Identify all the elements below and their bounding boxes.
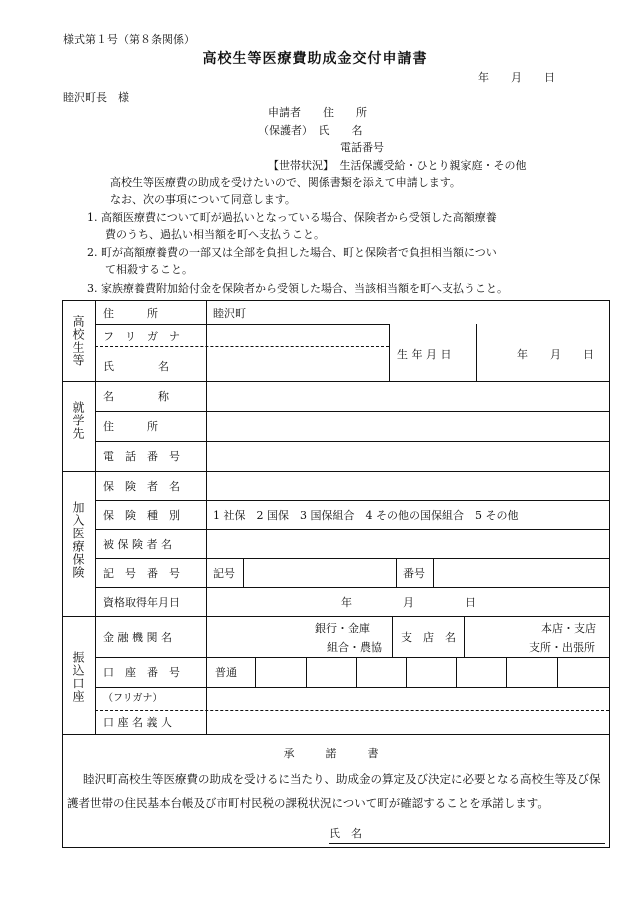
application-form-table [62, 300, 610, 848]
qualification-year: 年 [341, 596, 352, 609]
student-address-value[interactable]: 睦沢町 [213, 307, 246, 320]
applicant-address-label: 申請者 住 所 [268, 106, 367, 119]
bank-type-options-1[interactable]: 銀行・金庫 [315, 622, 370, 635]
consent-signature[interactable] [329, 825, 605, 844]
number-label: 番号 [403, 567, 425, 580]
branch-type-options-1[interactable]: 本店・支店 [541, 622, 596, 635]
student-name-label: 氏 名 [103, 360, 169, 373]
student-furigana-label: フ リ ガ ナ [103, 330, 180, 343]
qualification-date-label: 資格取得年月日 [103, 596, 180, 609]
consent-item-2-cont: て相殺すること。 [105, 263, 193, 276]
section-insurance: 加入医療保険 [71, 501, 85, 579]
insured-person-label: 被 保 険 者 名 [103, 538, 172, 551]
form-number: 様式第１号（第８条関係） [63, 33, 195, 46]
consent-intro: なお、次の事項について同意します。 [110, 193, 296, 206]
insurance-type-options[interactable]: 1 社保 2 国保 3 国保組合 4 その他の国保組合 5 その他 [213, 509, 519, 522]
consent-item-1-cont: 費のうち、過払い相当額を町へ支払うこと。 [105, 228, 325, 241]
consent-text: 睦沢町高校生等医療費の助成を受けるに当たり、助成金の算定及び決定に必要となる高校生等及び保護者世帯の住民基本台帳及び市町村民税の課税状況について町が確認することを承諾します。 [67, 772, 601, 810]
insurance-type-label: 保 険 種 別 [103, 509, 180, 522]
symbol-label: 記号 [213, 567, 235, 580]
section-bank-account: 振込口座 [71, 651, 85, 703]
account-number-label: 口 座 番 号 [103, 666, 180, 679]
account-type: 普通 [215, 666, 237, 679]
student-address-label: 住 所 [103, 307, 158, 320]
insurer-name-label: 保 険 者 名 [103, 480, 180, 493]
page-title: 高校生等医療費助成金交付申請書 [202, 51, 428, 67]
qualification-month: 月 [403, 596, 414, 609]
consent-item-1: 1. 高額医療費について町が過払いとなっている場合、保険者から受領した高額療養 [87, 211, 497, 224]
account-holder-label: 口 座 名 義 人 [103, 716, 172, 729]
bank-name-label: 金 融 機 関 名 [103, 631, 172, 644]
application-date: 年 月 日 [478, 71, 555, 84]
section-student: 高校生等 [71, 315, 85, 367]
household-status: 【世帯状況】 生活保護受給・ひとり親家庭・その他 [268, 159, 527, 172]
signature-label: 氏 名 [329, 827, 362, 840]
section-school: 就学先 [71, 401, 85, 440]
birthdate-value[interactable]: 年 月 日 [517, 348, 594, 361]
consent-item-3: 3. 家族療養費附加給付金を保険者から受領した場合、当該相当額を町へ支払うこと。 [87, 282, 508, 295]
applicant-phone-label: 電話番号 [340, 141, 384, 154]
school-address-label: 住 所 [103, 420, 158, 433]
school-phone-label: 電 話 番 号 [103, 450, 180, 463]
school-name-label: 名 称 [103, 390, 169, 403]
consent-title: 承 諾 書 [283, 747, 389, 760]
branch-name-label: 支 店 名 [401, 631, 456, 644]
applicant-name-label: （保護者） 氏 名 [258, 124, 363, 137]
request-text: 高校生等医療費の助成を受けたいので、関係書類を添えて申請します。 [110, 176, 461, 189]
account-holder-furigana-label: （フリガナ） [103, 693, 163, 704]
symbol-number-label: 記 号 番 号 [103, 567, 180, 580]
birthdate-label: 生 年 月 日 [397, 348, 452, 361]
qualification-day: 日 [465, 596, 476, 609]
addressee: 睦沢町長 様 [63, 91, 129, 104]
bank-type-options-2[interactable]: 組合・農協 [327, 641, 382, 654]
branch-type-options-2[interactable]: 支所・出張所 [529, 641, 595, 654]
consent-item-2: 2. 町が高額療養費の一部又は全部を負担した場合、町と保険者で負担相当額につい [87, 246, 497, 259]
